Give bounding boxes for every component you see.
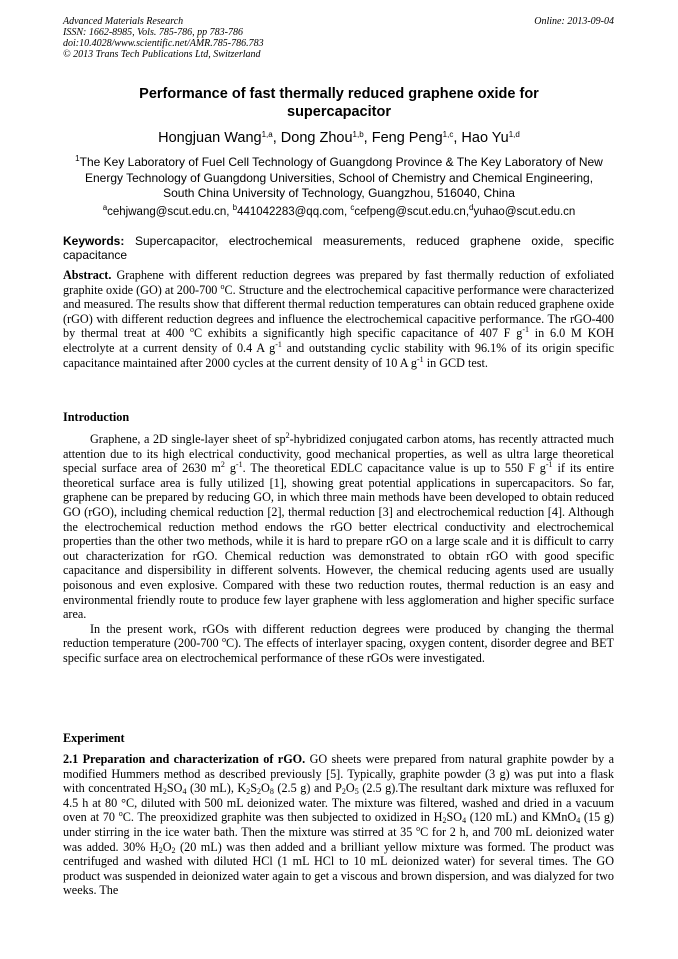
author-name: Dong Zhou [280, 130, 353, 146]
abstract-text: and outstanding cyclic stability with 96.1% of its origin specific capacitance maintained after 2000 cycles at the current density of 10 A g [63, 340, 614, 370]
author-name: Hao Yu [461, 130, 509, 146]
body-text: In the present work, rGOs with different reduction degrees were produced by changing the thermal reduction temperature (200-700 [63, 621, 614, 651]
superscript: o [221, 635, 226, 645]
abstract-text: C. Structure and the electrochemical capacitive performance were characterized and measured. The results show that different thermal reduction temperatures can obtain reduced graphene oxide (rGO) with different reduction degrees and influence the electrochemical capacitive performance. The rGO-400 by thermal treat at 400 [63, 282, 614, 341]
subscript: 8 [269, 787, 274, 797]
author-name: Feng Peng [371, 130, 443, 146]
body-text: O [261, 781, 270, 796]
subscript: 2 [257, 787, 262, 797]
author-affiliation-mark: 1,a [261, 130, 273, 139]
body-text: Graphene, a 2D single-layer sheet of sp [90, 432, 286, 446]
keywords [63, 234, 614, 262]
doi-line: doi:10.4028/www.scientific.net/AMR.785-786.783 [63, 38, 264, 49]
author-name: Hongjuan Wang [158, 130, 262, 146]
abstract-text: C exhibits a significantly high specific capacitance of 407 F g [193, 326, 523, 341]
abstract-text: Graphene with different reduction degrees was prepared by fast thermally reduction of exfoliated graphite oxide (GO) at 200-700 [63, 268, 614, 297]
superscript: o [189, 325, 194, 335]
body-text: (2.5 g) and P [273, 781, 342, 796]
section-heading-introduction: Introduction [63, 410, 130, 424]
keywords-label: Keywords: [63, 234, 125, 248]
body-text: if its entire theoretical surface area is fully utilized [1], showing great potential applications in supercapacitors. So far, graphene can be prepared by reducing GO, in which three main methods have been developed to obtain reduced GO (rGO), including chemical reduction [2], thermal reduction [3] and electrochemical reduction [4]. Although the electrochemical reduction method endows the rGO better electrical conductivity and electrochemical properties than the other two methods, while it is hard to prepare rGO on a large scale and it is difficult to carry out characterization for rGO. Chemical reduction was demonstrated to obtain rGO with good specific capacitance and dispersibility in different solvents. However, the chemical reducing agents used are usually poisonous and even explosive. Compared with these two reduction routes, thermal reduction is an easy and environmental friendly route to produce few layer graphene with less agglomeration and higher specific surface area. [63, 461, 614, 622]
body-text: O [345, 781, 355, 796]
affiliation-line-3: South China University of Technology, Guangzhou, 516040, China [163, 186, 515, 200]
subscript: 2 [246, 787, 251, 797]
paragraph [63, 432, 614, 622]
subscript: 5 [354, 787, 359, 797]
issn-line: ISSN: 1662-8985, Vols. 785-786, pp 783-786 [63, 27, 243, 38]
email-address[interactable]: cefpeng@scut.edu.cn [354, 206, 466, 218]
body-text: (20 mL) was then added and a brilliant yellow mixture was formed. The product was centrifuged and washed with diluted HCl (1 mL HCl to 10 mL deionized water) for several times. The GO product was suspended in deionized water again to get a viscous and brown dispersion, and was dialyzed for two weeks. The [63, 839, 614, 898]
affiliation-line-2: Energy Technology of Guangdong Universities, School of Chemistry and Chemical Engineering, [84, 170, 594, 185]
affiliation-mark: 1 [75, 154, 80, 163]
email-mark: c [350, 203, 355, 212]
email-address[interactable]: 441042283@qq.com [237, 206, 345, 218]
body-text: SO [446, 810, 463, 825]
body-text: (30 mL), K [186, 781, 247, 796]
body-text: g [224, 461, 236, 476]
body-text: C. The preoxidized graphite was then subjected to oxidized in H [122, 810, 443, 825]
affiliation [55, 155, 623, 202]
author-affiliation-mark: 1,d [508, 130, 520, 139]
section-heading-experiment: Experiment [63, 731, 125, 745]
body-text: SO [166, 781, 183, 796]
email-address[interactable]: cehjwang@scut.edu.cn [107, 206, 227, 218]
paper-title [60, 85, 618, 121]
body-text: . The theoretical EDLC capacitance value is up to 550 F g [242, 461, 546, 476]
superscript: o [118, 809, 123, 819]
abstract-text: in 6.0 M KOH electrolyte at a current density of 0.4 A g [63, 326, 615, 355]
email-mark: d [469, 203, 474, 212]
body-text: GO sheets were prepared from natural graphite powder by a modified Hummers method as described previously [5]. Typically, graphite powder (3 g) was put into a flask with concentrated H [63, 752, 614, 796]
author-affiliation-mark: 1,c [442, 130, 454, 139]
keywords-text: Supercapacitor, electrochemical measurements, reduced graphene oxide, specific capacitance [63, 234, 614, 262]
paragraph [63, 622, 614, 666]
body-text: C for 2 h, and 700 mL deionized water was added. 30% H [63, 824, 614, 854]
body-text: S [250, 781, 258, 796]
subscript: 4 [182, 787, 187, 797]
copyright-line: © 2013 Trans Tech Publications Ltd, Switzerland [63, 49, 261, 60]
title-line-2: supercapacitor [287, 104, 391, 120]
abstract [63, 268, 614, 370]
body-text: (120 mL) and KMnO [466, 810, 577, 825]
body-text: (2.5 g).The resultant dark mixture was refluxed for 4.5 h at 80 °C, diluted with 500 mL deionized water. The mixture was filtered, washed and dried in a vacuum oven at 70 [63, 781, 614, 825]
introduction-section [63, 432, 614, 666]
title-line-1: Performance of fast thermally reduced graphene oxide for [139, 86, 539, 102]
email-list: $^a$cehjwang@scut.edu.cn, $^b$441042283@qq.com, $^c$cefpeng@scut.edu.cn,$^d$yuhao@scut.edu.cn [102, 203, 576, 218]
superscript: 2 [285, 431, 290, 440]
superscript: -1 [275, 339, 282, 349]
body-text: O [162, 839, 172, 854]
superscript: 2 [220, 460, 225, 470]
superscript: -1 [416, 354, 424, 364]
subscript: 2 [341, 787, 346, 797]
affiliation-line-1: The Key Laboratory of Fuel Cell Technology of Guangdong Province & The Key Laboratory of New [79, 155, 603, 169]
experiment-section [63, 752, 614, 898]
author-affiliation-mark: 1,b [352, 130, 364, 139]
subscript: 2 [442, 816, 447, 826]
email-mark: b [232, 203, 238, 212]
subscript: 4 [462, 816, 467, 826]
abstract-label: Abstract. [63, 268, 112, 282]
email-address[interactable]: yuhao@scut.edu.cn [473, 206, 576, 218]
body-text: C). The effects of interlayer spacing, oxygen content, disorder degree and BET specific surface area on electrochemical performance of these rGOs were investigated. [63, 636, 614, 665]
superscript: -1 [545, 460, 553, 470]
superscript: -1 [235, 460, 243, 470]
superscript: -1 [522, 325, 529, 335]
email-mark: a [102, 203, 108, 212]
running-header [63, 16, 614, 60]
subscript: 4 [576, 816, 581, 826]
online-date: Online: 2013-09-04 [534, 16, 614, 27]
superscript: o [220, 281, 225, 291]
subscript: 2 [158, 845, 163, 855]
superscript: o [416, 823, 421, 833]
subscript: 2 [162, 787, 167, 797]
subsection-label: 2.1 Preparation and characterization of rGO. [63, 752, 306, 766]
paragraph [63, 752, 614, 898]
subscript: 2 [171, 845, 176, 855]
author-list: Hongjuan Wang$^{1,a}$, Dong Zhou$^{1,b}$, Feng Peng$^{1,c}$, Hao Yu$^{1,d}$ [158, 130, 520, 146]
body-text: (15 g) under stirring in the ice water bath. Then the mixture was stirred at 35 [63, 810, 614, 839]
journal-name: Advanced Materials Research [63, 16, 184, 27]
abstract-text: in GCD test. [423, 355, 488, 370]
body-text: -hybridized conjugated carbon atoms, has recently attracted much attention due to its high electrical conductivity, good mechanical properties, as well as ultra large theoretical special surface area of 2630 m [63, 432, 615, 476]
